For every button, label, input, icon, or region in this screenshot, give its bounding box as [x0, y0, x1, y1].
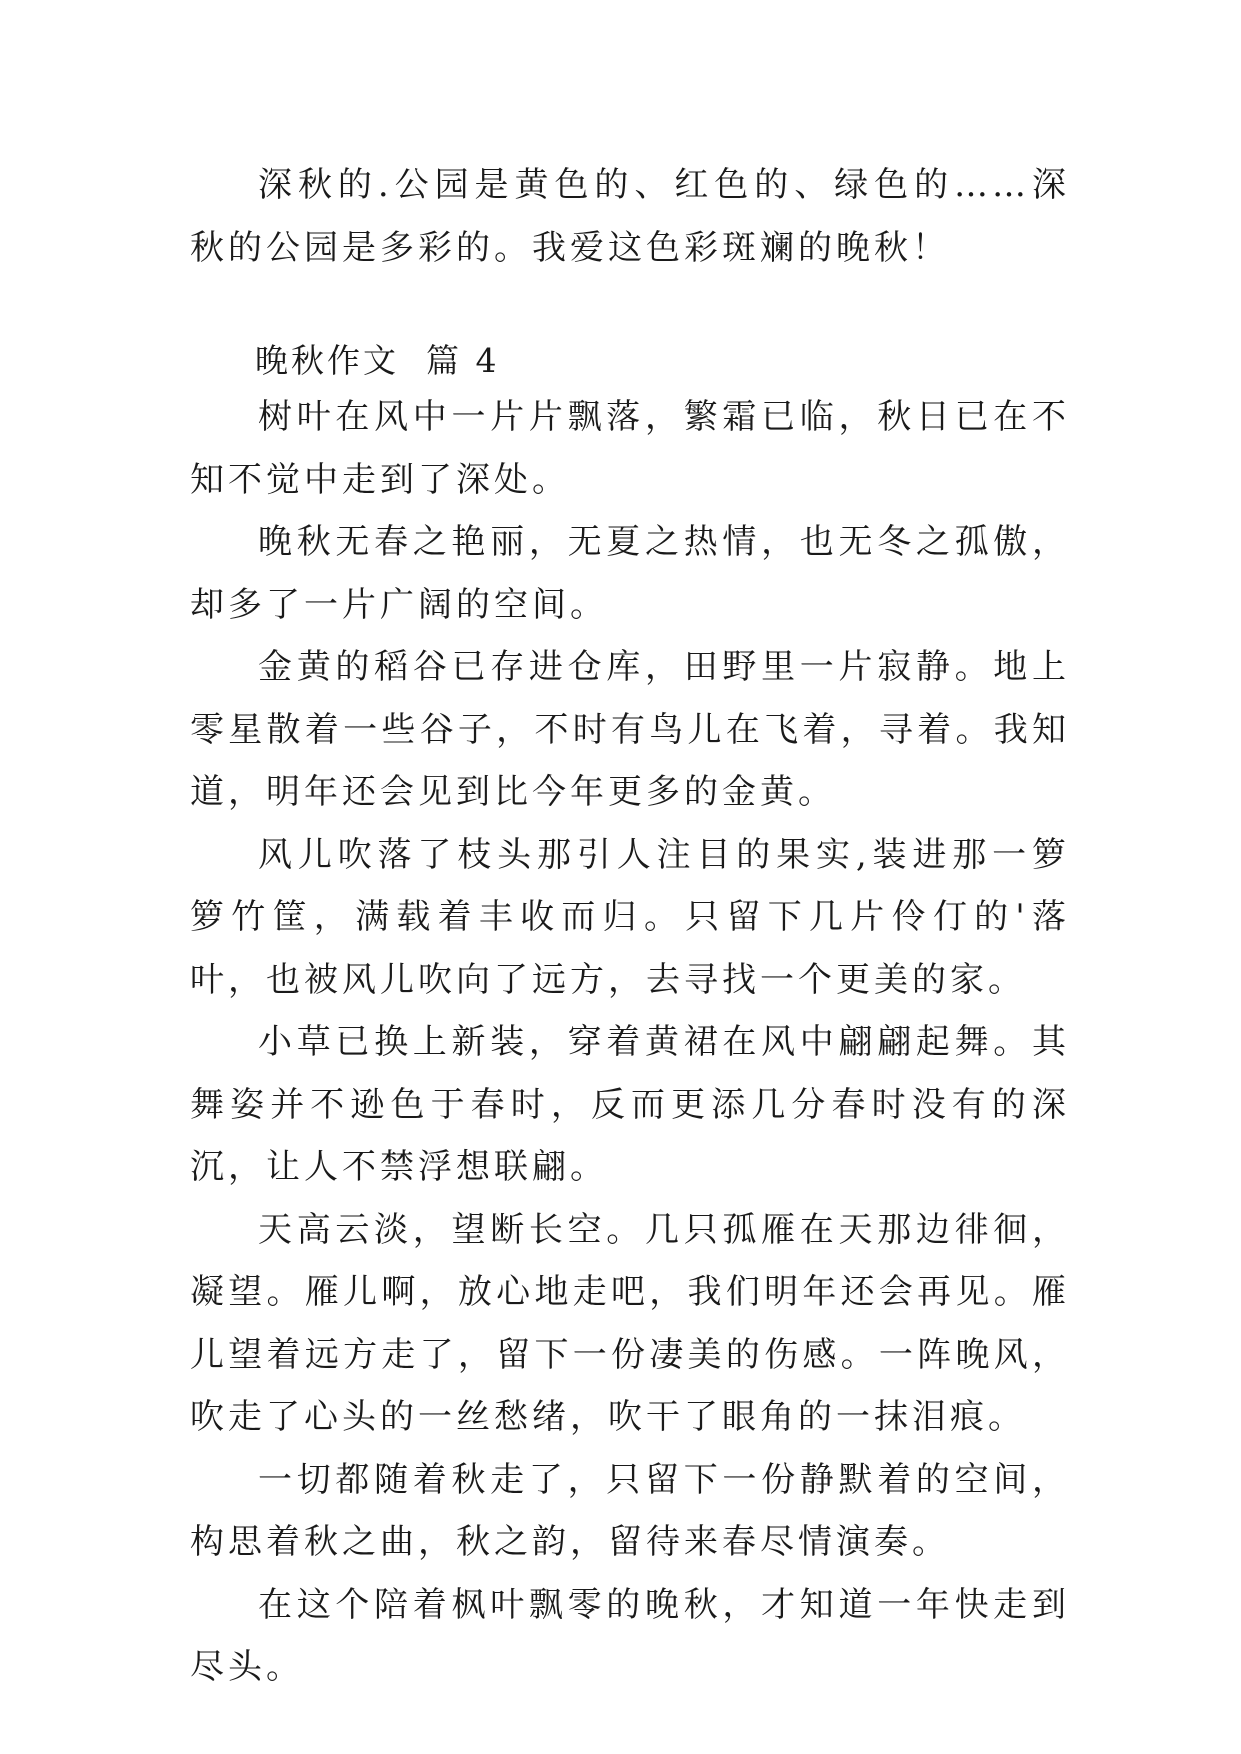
paragraph: 晚秋无春之艳丽，无夏之热情，也无冬之孤傲，却多了一片广阔的空间。 — [190, 522, 1070, 625]
paragraph: 一切都随着秋走了，只留下一份静默着的空间，构思着秋之曲，秋之韵，留待来春尽情演奏。 — [190, 1459, 1070, 1562]
paragraph: 天高云淡，望断长空。几只孤雁在天那边徘徊，凝望。雁儿啊，放心地走吧，我们明年还会再见。雁儿望着远方走了，留下一份凄美的伤感。一阵晚风，吹走了心头的一丝愁绪，吹干了眼角的一抹泪痕。 — [190, 1209, 1070, 1437]
paragraph: 风儿吹落了枝头那引人注目的果实,装进那一箩箩竹筐，满载着丰收而归。只留下几片伶仃的'落叶，也被风儿吹向了远方，去寻找一个更美的家。 — [190, 834, 1070, 1000]
paragraph: 在这个陪着枫叶飘零的晚秋，才知道一年快走到尽头。 — [190, 1584, 1070, 1687]
intro-paragraph: 深秋的.公园是黄色的、红色的、绿色的……深秋的公园是多彩的。我爱这色彩斑斓的晚秋！ — [190, 165, 1070, 268]
intro-paragraph-block — [190, 154, 1070, 279]
paragraph: 金黄的稻谷已存进仓库，田野里一片寂静。地上零星散着一些谷子，不时有鸟儿在飞着，寻着。我知道，明年还会见到比今年更多的金黄。 — [190, 647, 1070, 812]
paragraph: 树叶在风中一片片飘落，繁霜已临，秋日已在不知不觉中走到了深处。 — [190, 397, 1070, 500]
paragraph: 小草已换上新装，穿着黄裙在风中翩翩起舞。其舞姿并不逊色于春时，反而更添几分春时没有的深沉，让人不禁浮想联翩。 — [190, 1022, 1070, 1187]
essay-body — [190, 386, 1070, 1699]
section-title: 晚秋作文 篇 4 — [255, 341, 500, 380]
